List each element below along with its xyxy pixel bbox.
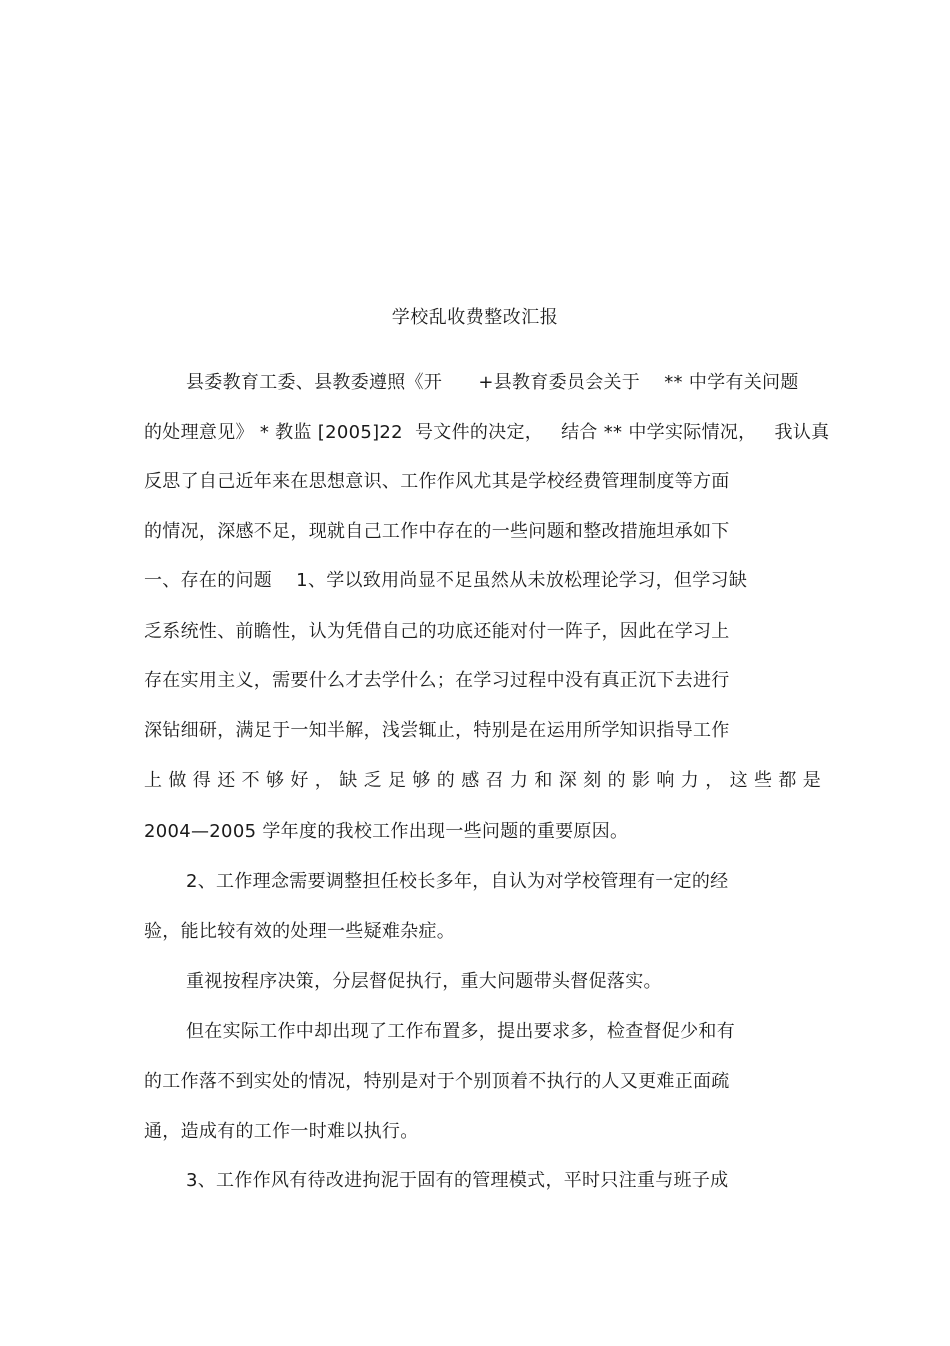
- paragraph-line-4: 的情况，深感不足，现就自己工作中存在的一些问题和整改措施坦承如下: [144, 521, 730, 542]
- paragraph-line-6: 乏系统性、前瞻性，认为凭借自己的功底还能对付一阵子，因此在学习上: [144, 621, 730, 642]
- paragraph-line-2: 的处理意见》 * 教监 [2005]22 号文件的决定， 结合 ** 中学实际情况， 我认真: [144, 422, 830, 443]
- paragraph-line-12: 验，能比较有效的处理一些疑难杂症。: [144, 921, 456, 942]
- paragraph-line-9: 上做得还不够好，缺乏足够的感召力和深刻的影响力，这些都是: [144, 770, 828, 791]
- paragraph-line-11: 2、工作理念需要调整担任校长多年，自认为对学校管理有一定的经: [186, 871, 729, 892]
- paragraph-line-16: 通，造成有的工作一时难以执行。: [144, 1121, 419, 1142]
- paragraph-line-17: 3、工作作风有待改进拘泥于固有的管理模式，平时只注重与班子成: [186, 1170, 729, 1191]
- paragraph-line-10: 2004—2005 学年度的我校工作出现一些问题的重要原因。: [144, 821, 629, 842]
- paragraph-line-5: 一、存在的问题 1、学以致用尚显不足虽然从未放松理论学习，但学习缺: [144, 570, 748, 591]
- paragraph-line-3: 反思了自己近年来在思想意识、工作作风尤其是学校经费管理制度等方面: [144, 471, 730, 492]
- paragraph-line-1: 县委教育工委、县教委遵照《开 +县教育委员会关于 ** 中学有关问题: [186, 372, 799, 393]
- paragraph-line-13: 重视按程序决策，分层督促执行，重大问题带头督促落实。: [186, 971, 662, 992]
- paragraph-line-14: 但在实际工作中却出现了工作布置多，提出要求多，检查督促少和有: [186, 1021, 735, 1042]
- paragraph-line-8: 深钻细研，满足于一知半解，浅尝辄止，特别是在运用所学知识指导工作: [144, 720, 730, 741]
- document-title: 学校乱收费整改汇报: [391, 307, 559, 328]
- paragraph-line-7: 存在实用主义，需要什么才去学什么；在学习过程中没有真正沉下去进行: [144, 670, 730, 691]
- paragraph-line-15: 的工作落不到实处的情况，特别是对于个别顶着不执行的人又更难正面疏: [144, 1071, 730, 1092]
